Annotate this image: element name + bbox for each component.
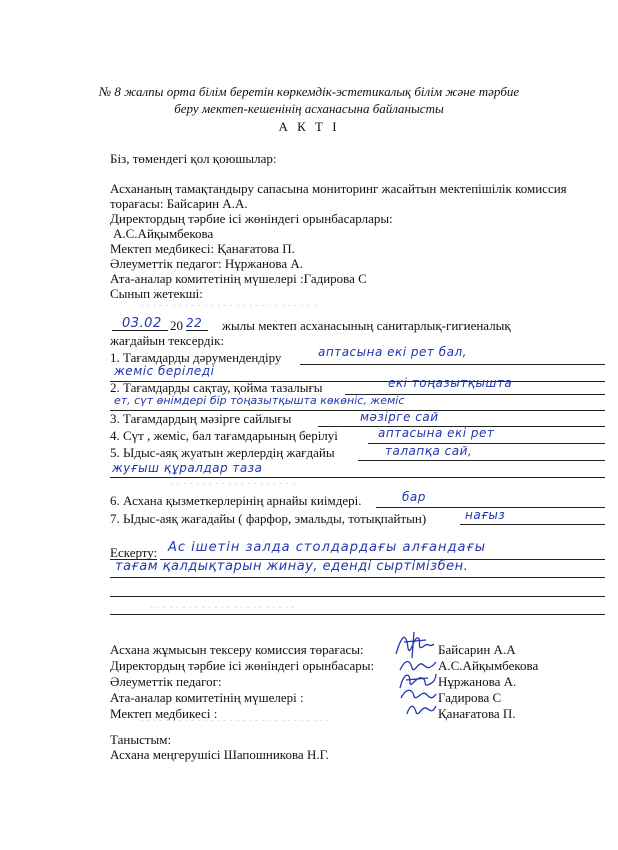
item-5-answer-2: жуғыш құралдар таза xyxy=(112,461,263,475)
header-line-1: № 8 жалпы орта білім беретін көркемдік-эстетикалық білім және тәрбие xyxy=(98,84,520,99)
item-5-underline-2 xyxy=(110,477,605,478)
item-3-label: 3. Тағамдардың мәзірге сайлығы xyxy=(110,411,292,426)
item-2-answer: екі тоңазытқышта xyxy=(388,376,513,390)
signature-role-5: Мектеп медбикесі : xyxy=(110,706,218,721)
header-line-2: беру мектеп-кешенінің асханасына байланысты xyxy=(174,101,444,116)
item-2-label: 2. Тағамдарды сақтау, қойма тазалығы xyxy=(110,380,323,395)
item-2-answer-2: ет, сүт өнімдері бір тоңазытқышта көкөніс, жеміс xyxy=(114,394,405,407)
item-4-answer: аптасына екі рет xyxy=(378,426,495,440)
item-1-underline xyxy=(300,364,605,365)
signature-name-1: Байсарин А.А xyxy=(438,642,516,657)
note-underline-2 xyxy=(110,577,605,578)
item-7-underline xyxy=(460,524,605,525)
signature-role-3: Әлеуметтік педагог: xyxy=(110,674,222,689)
signature-scribble-5 xyxy=(404,700,438,720)
date-line-2: жағдайын тексердік: xyxy=(110,333,224,348)
nurse-line: Мектеп медбикесі: Қанағатова П. xyxy=(110,241,295,256)
bleed-through-text: · · · · · · · · · · · · · · · · · · · · xyxy=(170,478,296,490)
item-3-answer: мәзірге сай xyxy=(360,410,439,424)
deputy-label: Директордың тәрбие ісі жөніндегі орынбасарлары: xyxy=(110,211,393,226)
commission-chair-line-2: торағасы: Байсарин А.А. xyxy=(110,196,248,211)
acquainted-line: Асхана меңгерушісі Шапошникова Н.Г. xyxy=(110,747,329,762)
acquainted-label: Таныстым: xyxy=(110,732,172,747)
item-7-label: 7. Ыдыс-аяқ жағадайы ( фарфор, эмальды, тотықпайтын) xyxy=(110,511,427,526)
class-teacher-line: Сынып жетекші: xyxy=(110,286,203,301)
signature-name-2: А.С.Айқымбекова xyxy=(438,658,539,673)
bleed-through-text: · · · · · · · · · · · · · · · · · · · · · · · xyxy=(150,602,295,614)
item-4-label: 4. Сүт , жеміс, бал тағамдарының берілуі xyxy=(110,428,338,443)
parents-committee-line: Ата-аналар комитетінің мүшелері :Гадирова С xyxy=(110,271,367,286)
item-1-answer-2: жеміс беріледі xyxy=(114,364,215,378)
signature-role-1: Асхана жұмысын тексеру комиссия төрағасы: xyxy=(110,642,364,657)
note-underline-4 xyxy=(110,614,605,615)
year-underline xyxy=(186,330,208,331)
bleed-through-text: · · · · · · · · · · · · · · · · · · · · · · · · · · · · · · xyxy=(140,715,330,727)
item-6-answer: бар xyxy=(402,490,426,504)
item-1-answer: аптасына екі рет бал, xyxy=(318,345,467,359)
social-pedagogue-line: Әлеуметтік педагог: Нұржанова А. xyxy=(110,256,304,271)
note-underline-3 xyxy=(110,596,605,597)
item-5-label: 5. Ыдыс-аяқ жуатын жерлердің жағдайы xyxy=(110,445,335,460)
year-prefix: 20 xyxy=(170,318,183,333)
act-title: А К Т І xyxy=(278,119,340,134)
year-handwritten: 22 xyxy=(186,316,203,330)
signature-name-3: Нұржанова А. xyxy=(438,674,517,689)
date-rest: жылы мектеп асханасының санитарлық-гигиеналық xyxy=(222,318,511,333)
note-answer-2: тағам қалдықтарын жинау, еденді сыртімізбен. xyxy=(115,559,469,574)
note-answer-1: Ас ішетін залда столдардағы алғандағы xyxy=(168,540,486,555)
signature-role-4: Ата-аналар комитетінің мүшелері : xyxy=(110,690,304,705)
date-handwritten: 03.02 xyxy=(122,316,162,331)
bleed-through-text: · · · · · · · · · · · · · · · · · · · · · · · · · · · · xyxy=(140,300,317,312)
note-label: Ескерту: xyxy=(110,545,158,560)
item-1-label: 1. Тағамдарды дәрумендендіру xyxy=(110,350,282,365)
item-5-answer: талапқа сай, xyxy=(385,444,473,458)
signature-role-2: Директордың тәрбие ісі жөніндегі орынбасары: xyxy=(110,658,375,673)
intro-text: Біз, төмендегі қол қоюшылар: xyxy=(110,151,277,166)
item-6-label: 6. Асхана қызметкерлерінің арнайы киімдері. xyxy=(110,493,362,508)
commission-chair-line-1: Асхананың тамақтандыру сапасына мониторинг жасайтын мектепішілік комиссия xyxy=(110,181,567,196)
signature-name-5: Қанағатова П. xyxy=(438,706,516,721)
deputy-name: А.С.Айқымбекова xyxy=(113,226,214,241)
item-5-underline xyxy=(358,460,605,461)
item-7-answer: нағыз xyxy=(465,508,506,522)
signature-name-4: Гадирова С xyxy=(438,690,502,705)
